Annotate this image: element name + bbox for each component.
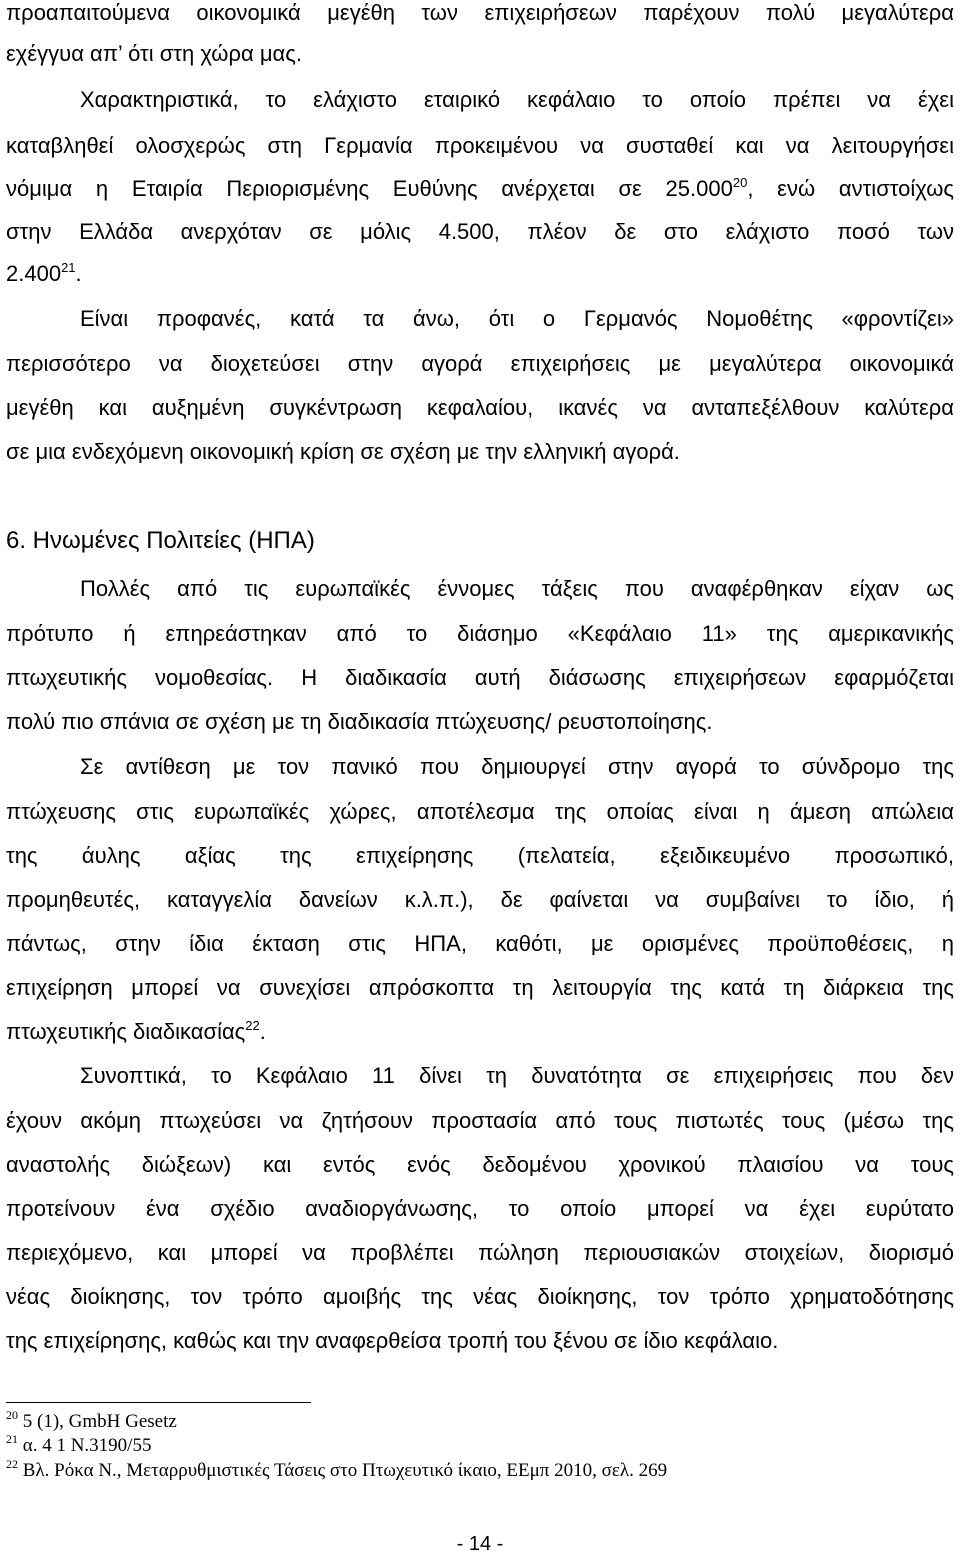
paragraph-3-line: μεγέθη και αυξημένη συγκέντρωση κεφαλαίου, ικανές να ανταπεξέλθουν καλύτερα xyxy=(6,395,954,420)
paragraph-5-text: πτωχευτικής διαδικασίας xyxy=(6,1019,246,1044)
footnote-ref-22: 22 xyxy=(245,1018,260,1033)
footnote-number: 21 xyxy=(6,1432,18,1446)
paragraph-2-text: 2.400 xyxy=(6,261,62,286)
paragraph-5-line: επιχείρηση μπορεί να συνεχίσει απρόσκοπτα τη λειτουργία της κατά τη διάρκεια της xyxy=(6,975,954,1000)
paragraph-6-line: προτείνουν ένα σχέδιο αναδιοργάνωσης, το οποίο μπορεί να έχει ευρύτατο xyxy=(6,1196,954,1221)
paragraph-5-line: πάντως, στην ίδια έκταση στις ΗΠΑ, καθότι, με ορισμένες προϋποθέσεις, η xyxy=(6,931,954,956)
footnote-text: Βλ. Ρόκα Ν., Μεταρρυθμιστικές Τάσεις στο Πτωχευτικό ίκαιο, ΕΕμπ 2010, σελ. 269 xyxy=(22,1460,668,1481)
paragraph-4-line: πολύ πιο σπάνια σε σχέση με τη διαδικασία πτώχευσης/ ρευστοποίησης. xyxy=(6,709,713,734)
paragraph-4-line: πρότυπο ή επηρεάστηκαν από το διάσημο «Κεφάλαιο 11» της αμερικανικής xyxy=(6,621,954,646)
paragraph-6-line: Συνοπτικά, το Κεφάλαιο 11 δίνει τη δυνατότητα σε επιχειρήσεις που δεν xyxy=(80,1063,954,1088)
paragraph-1-line: προαπαιτούμενα οικονομικά μεγέθη των επιχειρήσεων παρέχουν πολύ μεγαλύτερα xyxy=(6,0,954,25)
paragraph-2-text: νόμιμα η Εταιρία Περιορισμένης Ευθύνης ανέρχεται σε 25.000 xyxy=(6,176,733,201)
paragraph-4-line: πτωχευτικής νομοθεσίας. Η διαδικασία αυτή διάσωσης επιχειρήσεων εφαρμόζεται xyxy=(6,665,954,690)
footnote-number: 22 xyxy=(6,1457,18,1471)
footnote-ref-20: 20 xyxy=(732,175,748,190)
paragraph-2-text: , ενώ αντιστοίχως xyxy=(747,176,955,201)
paragraph-6-line: νέας διοίκησης, τον τρόπο αμοιβής της νέας διοίκησης, τον τρόπο χρηματοδότησης xyxy=(6,1284,954,1309)
paragraph-3-line: Είναι προφανές, κατά τα άνω, ότι ο Γερμανός Νομοθέτης «φροντίζει» xyxy=(80,306,954,331)
page-number: - 14 - xyxy=(456,1533,504,1555)
paragraph-5-line: της άυλης αξίας της επιχείρησης (πελατεία, εξειδικευμένο προσωπικό, xyxy=(6,843,954,868)
paragraph-2-line: στην Ελλάδα ανερχόταν σε μόλις 4.500, πλέον δε στο ελάχιστο ποσό των xyxy=(6,219,954,244)
footnote-22 xyxy=(6,1459,667,1483)
paragraph-3-line: περισσότερο να διοχετεύσει στην αγορά επιχειρήσεις με μεγαλύτερα οικονομικά xyxy=(6,351,954,376)
paragraph-2-line: Χαρακτηριστικά, το ελάχιστο εταιρικό κεφάλαιο το οποίο πρέπει να έχει xyxy=(80,87,954,112)
footnote-number: 20 xyxy=(6,1408,18,1422)
paragraph-2-line xyxy=(6,259,954,289)
footnote-ref-21: 21 xyxy=(61,260,76,275)
footnote-20 xyxy=(6,1410,177,1434)
paragraph-2-line: καταβληθεί ολοσχερώς στη Γερμανία προκειμένου να συσταθεί και να λειτουργήσει xyxy=(6,133,954,158)
footnote-separator xyxy=(6,1402,311,1403)
paragraph-3-line: σε μια ενδεχόμενη οικονομική κρίση σε σχέση με την ελληνική αγορά. xyxy=(6,439,680,464)
footnote-text: 5 (1), GmbH Gesetz xyxy=(22,1411,177,1432)
paragraph-6-line: της επιχείρησης, καθώς και την αναφερθείσα τροπή του ξένου σε ίδιο κεφάλαιο. xyxy=(6,1328,779,1353)
section-heading: 6. Ηνωμένες Πολιτείες (ΗΠΑ) xyxy=(6,527,315,554)
paragraph-5-line: προμηθευτές, καταγγελία δανείων κ.λ.π.), δε φαίνεται να συμβαίνει το ίδιο, ή xyxy=(6,887,954,912)
paragraph-5-line: Σε αντίθεση με τον πανικό που δημιουργεί στην αγορά το σύνδρομο της xyxy=(80,754,954,779)
paragraph-2-text: . xyxy=(75,261,82,286)
footnote-21 xyxy=(6,1434,151,1458)
paragraph-6-line: έχουν ακόμη πτωχεύσει να ζητήσουν προστασία από τους πιστωτές τους (μέσω της xyxy=(6,1108,954,1133)
paragraph-2-line xyxy=(6,174,954,204)
paragraph-4-line: Πολλές από τις ευρωπαϊκές έννομες τάξεις που αναφέρθηκαν είχαν ως xyxy=(80,576,954,601)
footnote-text: α. 4 1 Ν.3190/55 xyxy=(22,1435,152,1456)
paragraph-6-line: αναστολής διώξεων) και εντός ενός δεδομένου χρονικού πλαισίου να τους xyxy=(6,1152,954,1177)
paragraph-5-text: . xyxy=(259,1019,266,1044)
paragraph-5-line xyxy=(6,1017,954,1047)
paragraph-5-line: πτώχευσης στις ευρωπαϊκές χώρες, αποτέλεσμα της οποίας είναι η άμεση απώλεια xyxy=(6,799,954,824)
paragraph-1-line: εχέγγυα απ’ ότι στη χώρα μας. xyxy=(6,41,302,66)
paragraph-6-line: περιεχόμενο, και μπορεί να προβλέπει πώληση περιουσιακών στοιχείων, διορισμό xyxy=(6,1240,954,1265)
